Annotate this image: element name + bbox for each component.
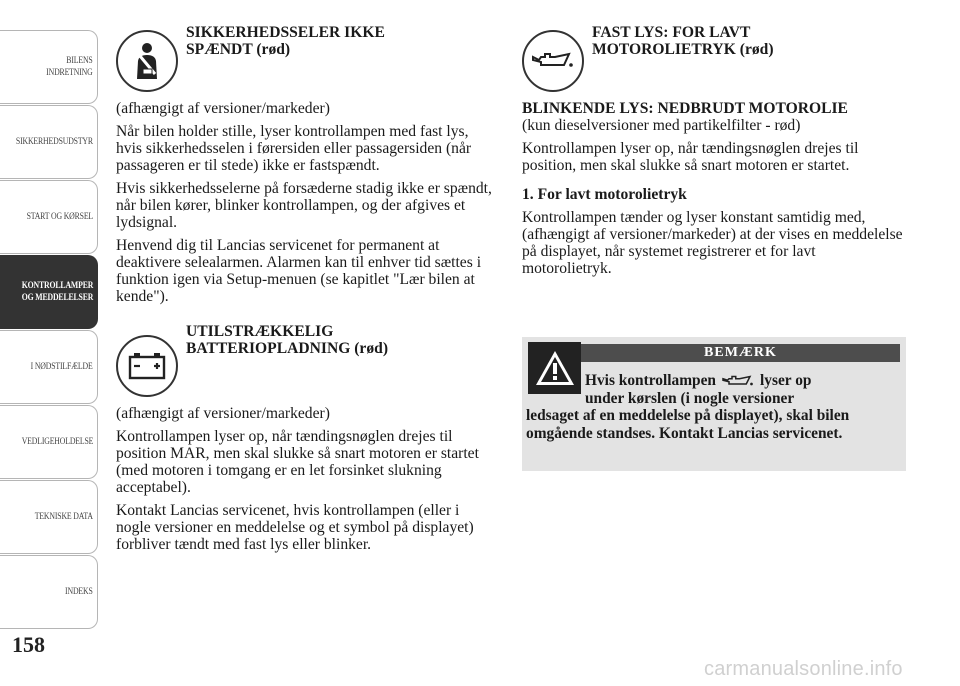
left-column	[116, 24, 496, 559]
note-text	[526, 372, 898, 442]
tab-tekniske-data[interactable]	[0, 480, 98, 554]
seatbelt-heading	[116, 24, 496, 98]
blink-heading: BLINKENDE LYS: NEDBRUDT MOTOROLIE	[522, 100, 848, 117]
tab-label: I NØDSTILFÆLDE	[31, 362, 93, 372]
note-banner: BEMÆRK	[581, 344, 900, 362]
watermark: carmanualsonline.info	[704, 658, 903, 680]
blink-subtitle: (kun dieselversioner med partikelfilter - rød)	[522, 117, 801, 134]
tab-label: VEDLIGEHOLDELSE	[21, 437, 93, 447]
oil-can-icon	[522, 30, 584, 92]
title-line: SIKKERHEDSSELER IKKE	[186, 24, 385, 41]
tab-sikkerhedsudstyr[interactable]	[0, 105, 98, 179]
paragraph: Når bilen holder stille, lyser kontrollampen med fast lys, hvis sikkerhedsselen i førersiden eller passagersiden (når passageren er til stede) ikke er fastspændt.	[116, 123, 472, 174]
tab-label: INDEKS	[65, 587, 93, 597]
note-text-part: under kørslen (i nogle versioner	[585, 389, 795, 407]
seatbelt-title	[186, 24, 385, 58]
note-text-part: ledsaget af en meddelelse på displayet), skal bilen omgående standses. Kontakt Lancias servicenet.	[526, 407, 850, 442]
oil-title	[592, 24, 774, 58]
paragraph: Kontrollampen lyser op, når tændingsnøglen drejes til position, men skal slukke så snart motoren er startet.	[522, 140, 859, 174]
tab-label: KONTROLLAMPER OG MEDDELELSER	[21, 281, 93, 303]
paragraph: (afhængigt af versioner/markeder)	[116, 100, 330, 117]
note-text-part: Hvis kontrollampen	[585, 372, 716, 389]
seatbelt-icon	[116, 30, 178, 92]
paragraph: (afhængigt af versioner/markeder)	[116, 405, 330, 422]
tab-label: TEKNISKE DATA	[34, 512, 93, 522]
paragraph: Hvis sikkerhedsselerne på forsæderne stadig ikke er spændt, når bilen kører, blinker kontrollampen, og der afgives et lydsignal.	[116, 180, 492, 231]
oil-can-inline-icon	[719, 375, 757, 387]
tab-bilens-indretning[interactable]	[0, 30, 98, 104]
title-line: BATTERIOPLADNING (rød)	[186, 340, 389, 357]
tab-label: START OG KØRSEL	[26, 212, 93, 222]
tab-vedligeholdelse[interactable]	[0, 405, 98, 479]
paragraph: Kontrollampen tænder og lyser konstant samtidig med, (afhængigt af versioner/markeder) at der vises en meddelelse på displayet, når systemet registrerer et for lavt motorolietryk.	[522, 209, 903, 277]
title-line: FAST LYS: FOR LAVT	[592, 24, 751, 41]
paragraph: Kontakt Lancias servicenet, hvis kontrollampen (eller i nogle versioner en meddelelse og et symbol på displayet) forbliver tændt med fast lys eller blinker.	[116, 502, 474, 553]
oil-heading	[522, 24, 907, 98]
battery-icon	[116, 335, 178, 397]
sub-heading: 1. For lavt motorolietryk	[522, 186, 687, 203]
note-box	[522, 337, 906, 471]
title-line: SPÆNDT (rød)	[186, 41, 291, 58]
right-column	[522, 24, 907, 283]
tab-label: BILENS INDRETNING	[46, 56, 93, 78]
page-number: 158	[12, 632, 45, 657]
note-text-part: lyser op	[760, 372, 812, 389]
tab-kontrollamper[interactable]	[0, 255, 98, 329]
title-line: UTILSTRÆKKELIG	[186, 323, 334, 340]
tab-i-nodstilfaelde[interactable]	[0, 330, 98, 404]
paragraph: Henvend dig til Lancias servicenet for permanent at deaktivere selealarmen. Alarmen kan til enhver tid sættes i funktion igen via Setup-menuen (se kapitlet "Lær bilen at kende").	[116, 237, 482, 305]
tab-indeks[interactable]	[0, 555, 98, 629]
battery-title	[186, 323, 388, 357]
tab-label: SIKKERHEDSUDSTYR	[15, 137, 93, 147]
battery-heading	[116, 323, 496, 405]
paragraph: Kontrollampen lyser op, når tændingsnøglen drejes til position MAR, men skal slukke så snart motoren er startet (med motoren i tomgang er en let forsinket slukning acceptabel).	[116, 428, 479, 496]
tab-start-og-korsel[interactable]	[0, 180, 98, 254]
title-line: MOTOROLIETRYK (rød)	[592, 41, 774, 58]
